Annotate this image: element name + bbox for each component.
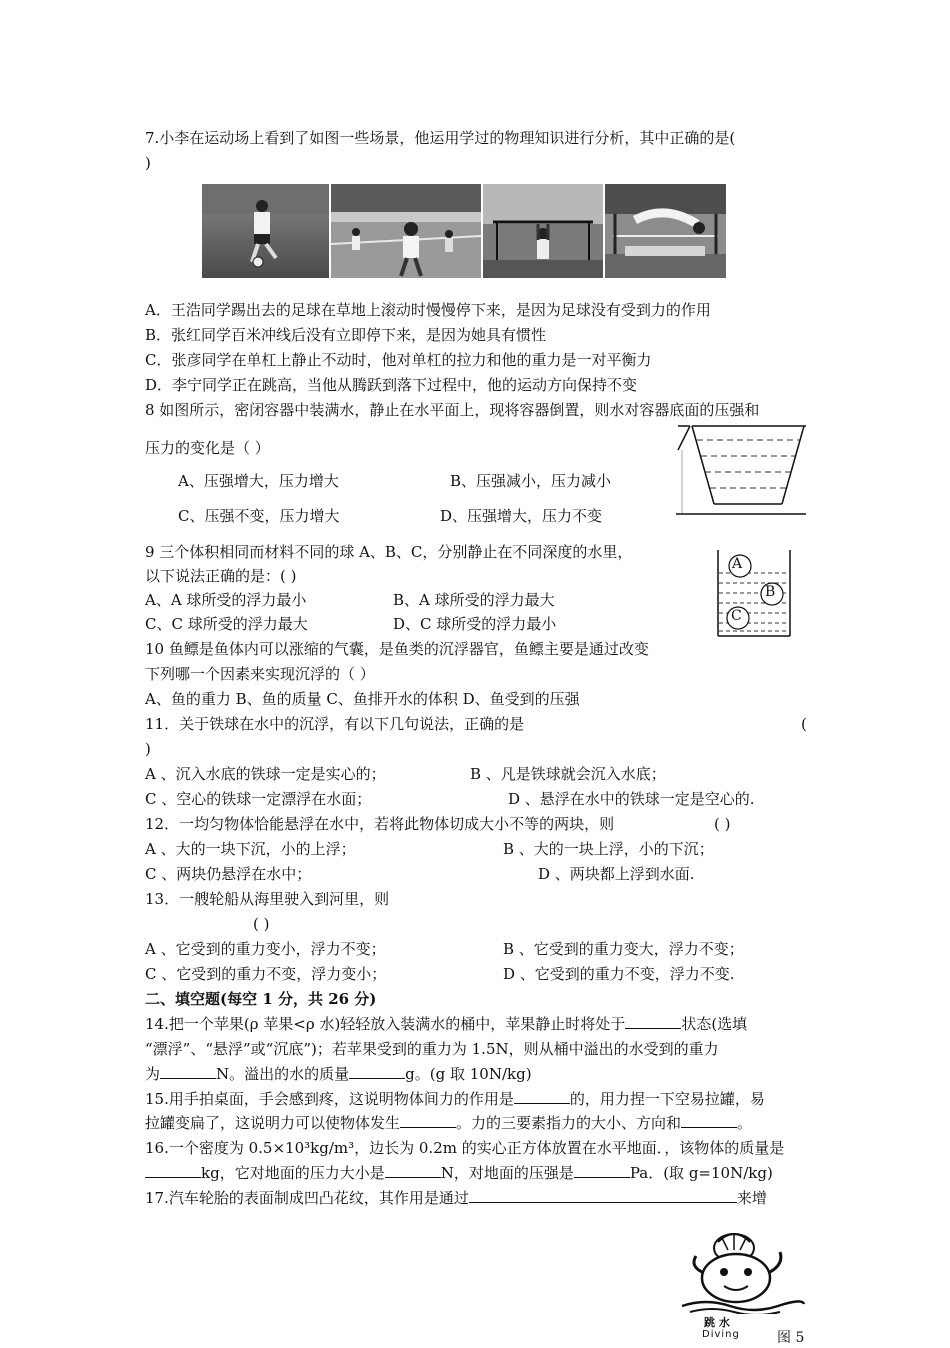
figure-5-caption: 图 5 — [777, 1330, 805, 1346]
soccer-photo — [202, 184, 329, 278]
q17-text-1a: 17.汽车轮胎的表面制成凹凸花纹，其作用是通过 — [145, 1189, 469, 1207]
q8-option-b: B、压强减小，压力减小 — [450, 472, 612, 490]
q8-container-diagram — [674, 420, 808, 518]
ball-c-label: C — [731, 608, 742, 624]
q14-blank-mass[interactable] — [349, 1064, 405, 1079]
ball-a-label: A — [732, 556, 743, 572]
q8-option-c: C、压强不变，压力增大 — [178, 507, 340, 525]
q14-text-1a: 14.把一个苹果(ρ 苹果<ρ 水)轻轻放入装满水的桶中，苹果静止时将处于 — [145, 1015, 626, 1033]
q15-text-2b: 。力的三要素指力的大小、方向和 — [456, 1114, 682, 1132]
q13-stem: 13．一艘轮船从海里驶入到河里，则 — [145, 890, 390, 908]
q11-paren-close: ) — [145, 740, 151, 758]
q13-option-a: A 、它受到的重力变小，浮力不变； — [145, 940, 386, 958]
q14-line1 — [145, 1014, 747, 1034]
q11-option-b: B 、凡是铁球就会沉入水底； — [470, 765, 666, 783]
q9-stem-line2: 以下说法正确的是：( ) — [145, 567, 297, 585]
q13-option-d: D 、它受到的重力不变，浮力不变. — [503, 965, 735, 983]
q7-option-a: A．王浩同学踢出去的足球在草地上滚动时慢慢停下来，是因为足球没有受到力的作用 — [145, 301, 711, 319]
sprint-photo — [331, 184, 481, 278]
logo-en-text: Diving — [702, 1329, 740, 1340]
q13-paren: ( ) — [253, 915, 270, 933]
q15-blank-mutual[interactable] — [514, 1089, 570, 1104]
q11-paren-open: ( — [801, 715, 807, 733]
q16-line1: 16.一个密度为 0.5×10³kg/m³，边长为 0.2m 的实心正方体放置在水平地面．，该物体的质量是 — [145, 1139, 785, 1157]
q11-stem: 11．关于铁球在水中的沉浮，有以下几句说法，正确的是 — [145, 715, 525, 733]
q8-stem-line1: 8 如图所示，密闭容器中装满水，静止在水平面上，现将容器倒置，则水对容器底面的压强和 — [145, 401, 760, 419]
q16-text-2b: N，对地面的压强是 — [440, 1164, 574, 1182]
q14-text-3b: N。溢出的水的质量 — [216, 1065, 350, 1083]
q7-option-d: D．李宁同学正在跳高，当他从腾跃到落下过程中，他的运动方向保持不变 — [145, 376, 638, 394]
q9-option-a: A、A 球所受的浮力最小 — [145, 591, 307, 609]
q16-blank-force[interactable] — [385, 1163, 441, 1178]
q7-option-c: C．张彦同学在单杠上静止不动时，他对单杠的拉力和他的重力是一对平衡力 — [145, 351, 652, 369]
q15-line2 — [145, 1113, 752, 1133]
q9-option-d: D、C 球所受的浮力最小 — [393, 615, 557, 633]
section-heading: 二、填空题(每空 1 分，共 26 分) — [145, 990, 377, 1008]
q15-text-2c: 。 — [737, 1114, 753, 1132]
q16-blank-pressure[interactable] — [574, 1163, 630, 1178]
q15-blank-deform[interactable] — [400, 1113, 456, 1128]
q17-text-1b: 来增 — [736, 1189, 767, 1207]
q12-option-d: D 、两块都上浮到水面. — [538, 865, 695, 883]
q10-stem-line1: 10 鱼鳔是鱼体内可以涨缩的气囊，是鱼类的沉浮器官，鱼鳔主要是通过改变 — [145, 640, 649, 658]
q13-option-c: C 、它受到的重力不变，浮力变小； — [145, 965, 387, 983]
q7-stem-close: ) — [145, 154, 151, 172]
q7-photo-strip — [202, 184, 726, 278]
q11-option-d: D 、悬浮在水中的铁球一定是空心的. — [508, 790, 755, 808]
q14-blank-gravity[interactable] — [160, 1064, 216, 1079]
q9-option-c: C、C 球所受的浮力最大 — [145, 615, 308, 633]
q8-stem-line2: 压力的变化是（ ） — [145, 439, 270, 457]
q15-text-1a: 15.用手拍桌面，手会感到疼，这说明物体间力的作用是 — [145, 1090, 514, 1108]
q16-text-2a: kg，它对地面的压力大小是 — [201, 1164, 385, 1182]
q10-options: A、鱼的重力 B、鱼的质量 C、鱼排开水的体积 D、鱼受到的压强 — [145, 690, 580, 708]
q12-option-c: C 、两块仍悬浮在水中； — [145, 865, 312, 883]
ball-b-label: B — [765, 584, 776, 600]
q15-text-2a: 拉罐变扁了，这说明力可以使物体发生 — [145, 1114, 401, 1132]
q17-line1 — [145, 1188, 767, 1208]
q12-paren: ( ) — [714, 815, 731, 833]
q14-text-1b: 状态(选填 — [681, 1015, 748, 1033]
q11-option-c: C 、空心的铁球一定漂浮在水面； — [145, 790, 372, 808]
q14-text-3a: 为 — [145, 1065, 161, 1083]
q15-line1 — [145, 1089, 765, 1109]
horizontal-bar-photo — [483, 184, 603, 278]
q16-text-2c: Pa．(取 g=10N/kg) — [629, 1164, 773, 1182]
q14-text-3c: g。(g 取 10N/kg) — [405, 1065, 532, 1083]
q15-text-1b: 的，用力捏一下空易拉罐，易 — [569, 1090, 765, 1108]
q14-line2: “漂浮”、“悬浮”或“沉底”)；若苹果受到的重力为 1.5N，则从桶中溢出的水受到的重力 — [145, 1040, 719, 1058]
q12-option-b: B 、大的一块上浮，小的下沉； — [503, 840, 714, 858]
q14-line3 — [145, 1064, 532, 1084]
diving-mascot-logo — [676, 1228, 806, 1344]
q7-option-b: B．张红同学百米冲线后没有立即停下来，是因为她具有惯性 — [145, 326, 547, 344]
logo-cn-text: 跳 水 — [704, 1316, 730, 1329]
q11-option-a: A 、沉入水底的铁球一定是实心的； — [145, 765, 386, 783]
high-jump-photo — [605, 184, 726, 278]
q7-stem: 7.小李在运动场上看到了如图一些场景，他运用学过的物理知识进行分析，其中正确的是( — [145, 129, 736, 147]
q12-option-a: A 、大的一块下沉，小的上浮； — [145, 840, 356, 858]
q15-blank-point[interactable] — [681, 1113, 737, 1128]
q13-option-b: B 、它受到的重力变大，浮力不变； — [503, 940, 744, 958]
q9-stem-line1: 9 三个体积相同而材料不同的球 A、B、C，分别静止在不同深度的水里， — [145, 543, 633, 561]
q8-option-d: D、压强增大，压力不变 — [440, 507, 603, 525]
q16-line2 — [145, 1163, 773, 1183]
q10-stem-line2: 下列哪一个因素来实现沉浮的（ ） — [145, 665, 375, 683]
q16-blank-mass[interactable] — [145, 1163, 201, 1178]
q8-option-a: A、压强增大，压力增大 — [178, 472, 339, 490]
q9-option-b: B、A 球所受的浮力最大 — [393, 591, 555, 609]
q17-blank-method[interactable] — [469, 1188, 737, 1203]
q14-blank-state[interactable] — [625, 1014, 681, 1029]
q12-stem: 12．一均匀物体恰能悬浮在水中，若将此物体切成大小不等的两块，则 — [145, 815, 615, 833]
q9-balls-diagram — [714, 546, 794, 640]
